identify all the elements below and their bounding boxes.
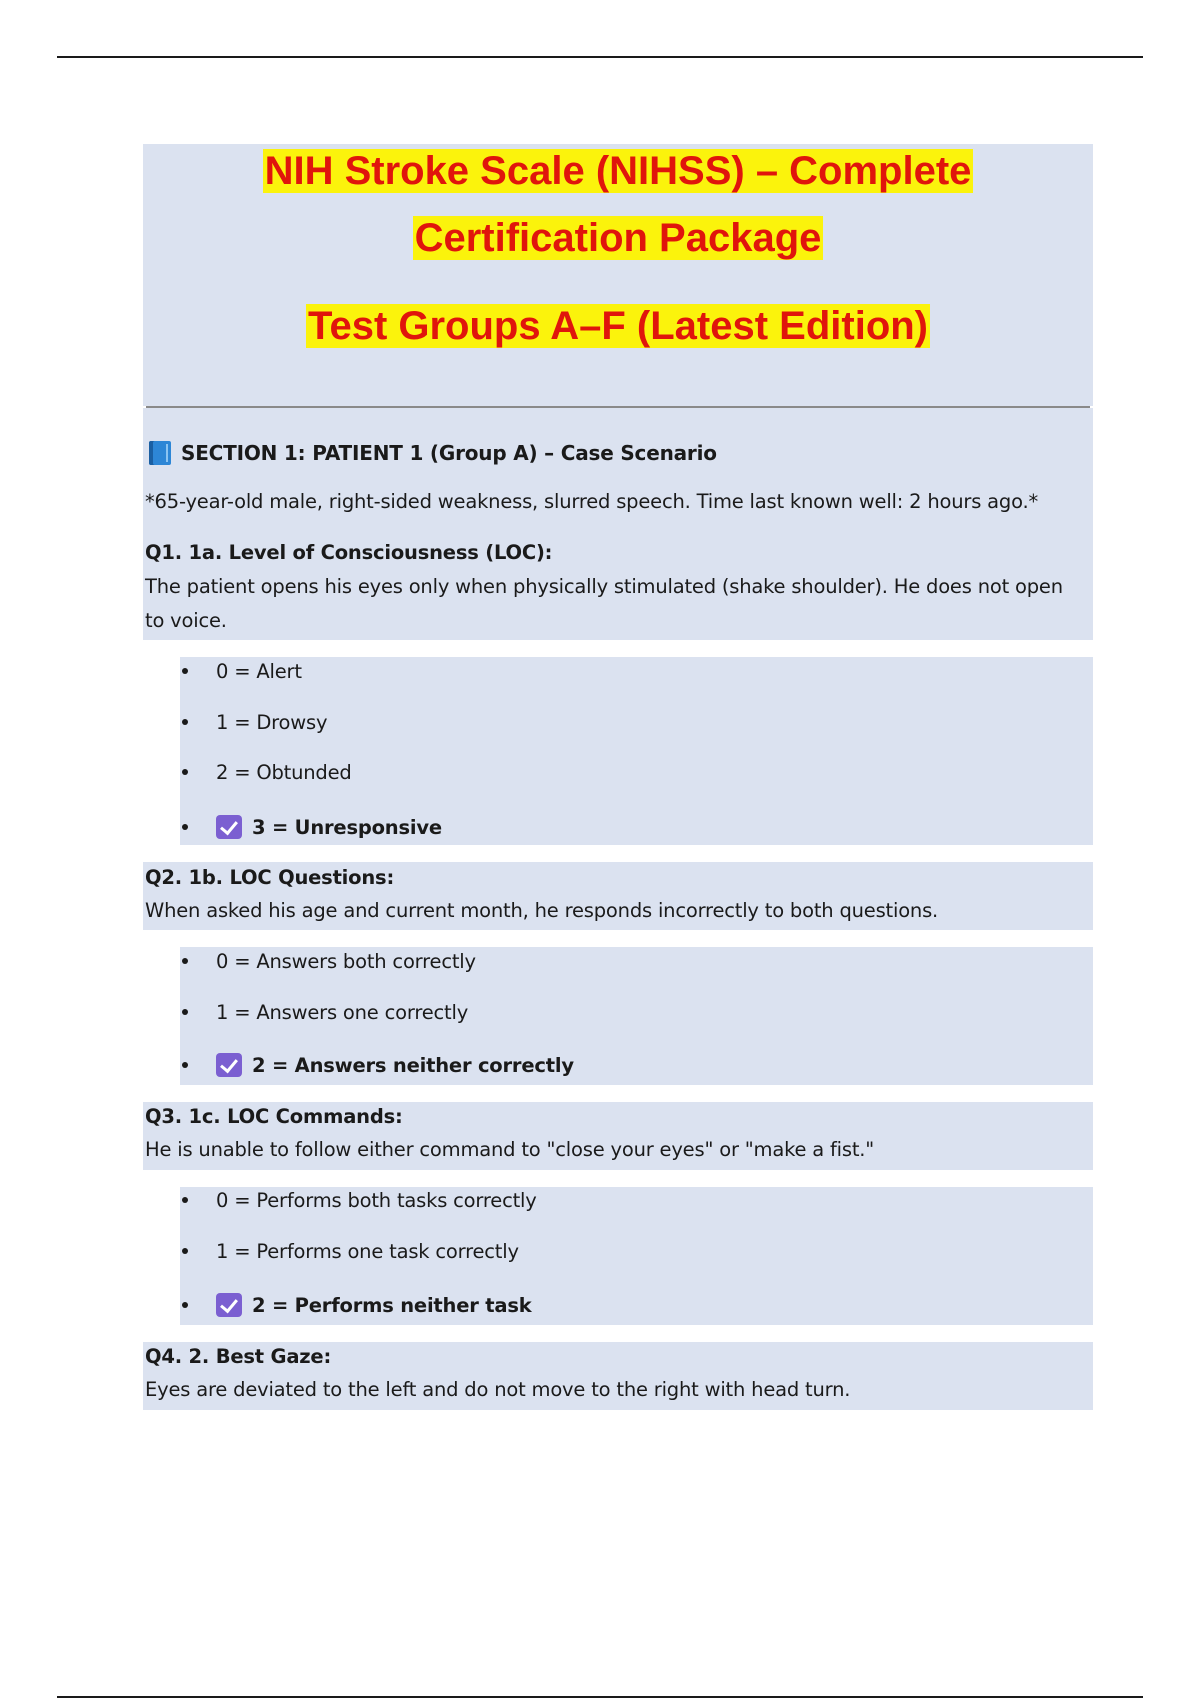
- answer-option[interactable]: 1 = Answers one correctly: [182, 995, 468, 1029]
- case-scenario: *65-year-old male, right-sided weakness, slurred speech. Time last known well: 2 hours ago.*: [145, 490, 1039, 513]
- bullet-icon: [182, 958, 188, 964]
- answer-option-selected[interactable]: 3 = Unresponsive: [182, 810, 442, 844]
- checkmark-icon: [216, 815, 242, 839]
- checkmark-icon: [216, 1053, 242, 1077]
- bullet-icon: [182, 1009, 188, 1015]
- section-heading-text: SECTION 1: PATIENT 1 (Group A) – Case Scenario: [181, 441, 717, 465]
- answer-option[interactable]: 1 = Drowsy: [182, 705, 327, 739]
- question-body: The patient opens his eyes only when physically stimulated (shake shoulder). He does not open to voice.: [145, 575, 1063, 632]
- title-line-2: Certification Package: [414, 216, 822, 260]
- question-body: He is unable to follow either command to "close your eyes" or "make a fist.": [145, 1138, 875, 1161]
- answer-option[interactable]: 0 = Answers both correctly: [182, 944, 476, 978]
- section-heading: [149, 438, 717, 468]
- question-body: When asked his age and current month, he responds incorrectly to both questions.: [145, 899, 939, 922]
- bullet-icon: [182, 1248, 188, 1254]
- answer-option-selected[interactable]: 2 = Performs neither task: [182, 1288, 532, 1322]
- bullet-icon: [182, 668, 188, 674]
- bullet-icon: [182, 824, 188, 830]
- bullet-icon: [182, 719, 188, 725]
- question-title: Q3. 1c. LOC Commands:: [145, 1105, 403, 1128]
- page-bottom-rule: [57, 1696, 1143, 1698]
- answer-option[interactable]: 0 = Alert: [182, 654, 302, 688]
- title-block: [143, 144, 1093, 406]
- answer-option[interactable]: 0 = Performs both tasks correctly: [182, 1183, 537, 1217]
- bullet-icon: [182, 1302, 188, 1308]
- answer-option[interactable]: 2 = Obtunded: [182, 755, 352, 789]
- checkmark-icon: [216, 1293, 242, 1317]
- question-title: Q1. 1a. Level of Consciousness (LOC):: [145, 541, 553, 564]
- page-top-rule: [57, 56, 1143, 58]
- answer-option[interactable]: 1 = Performs one task correctly: [182, 1234, 519, 1268]
- question-title: Q4. 2. Best Gaze:: [145, 1345, 332, 1368]
- bullet-icon: [182, 1062, 188, 1068]
- question-body: Eyes are deviated to the left and do not move to the right with head turn.: [145, 1378, 851, 1401]
- book-icon: [149, 441, 171, 465]
- question-title: Q2. 1b. LOC Questions:: [145, 866, 395, 889]
- title-line-3: Test Groups A–F (Latest Edition): [307, 304, 929, 348]
- answer-option-selected[interactable]: 2 = Answers neither correctly: [182, 1048, 574, 1082]
- title-line-1: NIH Stroke Scale (NIHSS) – Complete: [264, 149, 972, 193]
- bullet-icon: [182, 769, 188, 775]
- bullet-icon: [182, 1197, 188, 1203]
